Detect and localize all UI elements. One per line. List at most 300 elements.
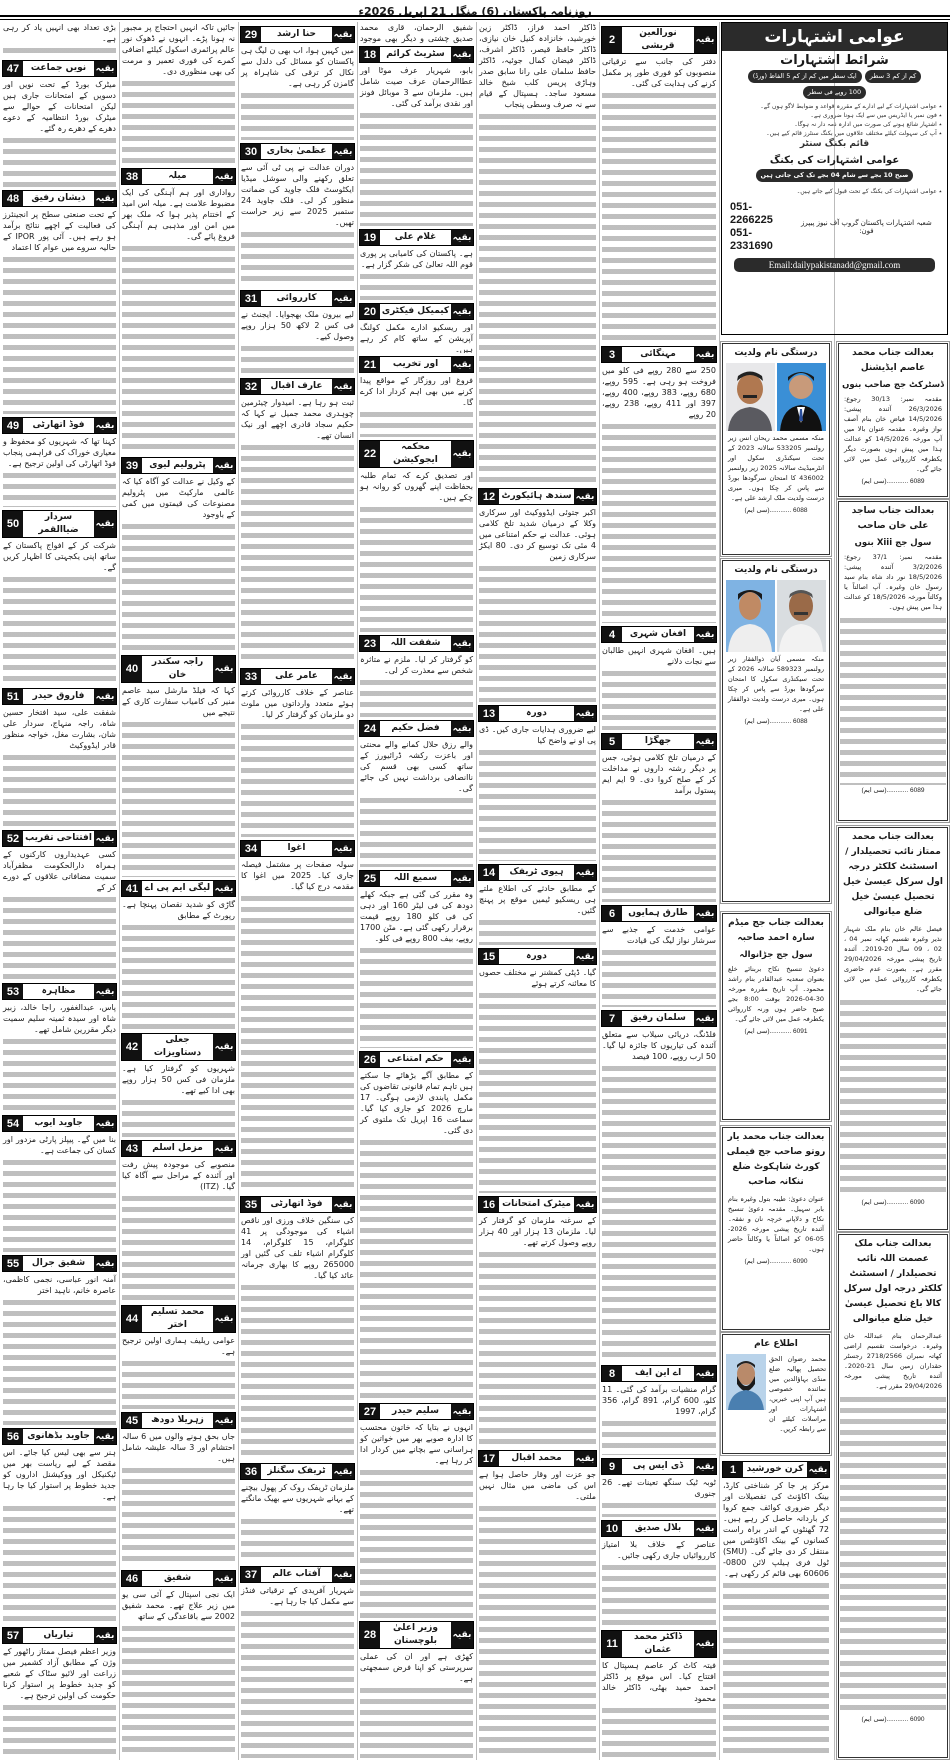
page-ref-number: 25 xyxy=(360,871,380,886)
continued-article xyxy=(240,25,355,140)
article-text-continuation xyxy=(3,752,116,827)
article-text-continuation xyxy=(241,343,354,375)
court-notice xyxy=(838,827,948,1230)
page-ref-number: 42 xyxy=(122,1034,142,1060)
continued-article xyxy=(121,1304,236,1409)
article-name: شفیق جرال xyxy=(23,1256,94,1271)
article-name: لیگی ایم پی اے xyxy=(142,881,213,896)
continued-label: بقیہ xyxy=(213,1413,235,1428)
page-ref-number: 44 xyxy=(122,1306,142,1332)
article-body: عوامی ریلیف ہماری اولین ترجیح ہے۔ xyxy=(122,1336,235,1356)
continued-article xyxy=(601,1629,717,1758)
article-body: دوران عدالت نے پی ٹی آئی سے تعلق رکھنے والی سوشل میڈیا ایکٹوسٹ فلک جاوید کی ضمانت منظور کر لی۔ فلک جاوید 24 ستمبر 2025 سے زیر حراست تھیں۔ xyxy=(241,163,354,227)
article-name: حنا ارشد xyxy=(261,27,332,42)
continued-header xyxy=(121,1412,236,1429)
page-ref-number: 7 xyxy=(602,1011,622,1026)
article-name: فوڈ اتھارٹی xyxy=(261,1197,332,1212)
article-text-continuation xyxy=(602,1418,716,1455)
rule: ٭ عوامی اشتہارات کے لیے ادارے کے مقررہ قواعد و ضوابط لاگو ہوں گے۔ xyxy=(760,103,942,110)
continued-article xyxy=(359,1050,474,1400)
article-body: فروغ اور روزگار کے مواقع پیدا کرنے میں بھی اہم کردار ادا کرے گا۔ xyxy=(360,376,473,407)
article-text-continuation xyxy=(122,521,235,652)
continued-article xyxy=(601,1009,717,1362)
column-rule xyxy=(476,22,477,1760)
article-text-continuation xyxy=(3,470,116,507)
article-name: محکمہ ایجوکیشن xyxy=(380,441,451,467)
continued-header xyxy=(722,1461,830,1478)
continued-article xyxy=(240,1195,355,1460)
page-ref-number: 23 xyxy=(360,636,380,651)
continued-header xyxy=(121,1570,236,1587)
article-text-continuation xyxy=(122,922,235,1030)
column-4 xyxy=(359,22,474,1760)
continued-article xyxy=(121,167,236,454)
page-ref-number: 56 xyxy=(3,1429,23,1444)
article-text-continuation xyxy=(360,1137,473,1400)
page-ref-number: 20 xyxy=(360,304,380,319)
article-text-continuation xyxy=(241,229,354,287)
page-ref-number: 40 xyxy=(122,656,142,682)
continued-label: بقیہ xyxy=(94,831,116,846)
continued-article xyxy=(2,687,117,827)
article-body: کہنا تھا کہ شہریوں کو محفوظ و معیاری خوراک کی فراہمی پنجاب فوڈ اتھارٹی کی اولین ترجیح ہے۔ xyxy=(3,437,116,468)
page-ref-number: 54 xyxy=(3,1116,23,1131)
article-body: کھڑی ہے اور ان کی عملی سرپرستی کو اپنا فرض سمجھتی ہے۔ xyxy=(360,1652,473,1683)
article-text-continuation xyxy=(602,1500,716,1517)
continued-header xyxy=(121,1033,236,1061)
continued-label: بقیہ xyxy=(94,1628,116,1643)
article-body: ہے۔ پاکستان کی کامیابی پر پوری قوم اللہ تعالیٰ کی شکر گزار ہے۔ xyxy=(360,249,473,269)
continued-article xyxy=(2,982,117,1112)
continued-header xyxy=(359,635,474,652)
article-text-continuation xyxy=(479,563,596,702)
continued-label: بقیہ xyxy=(332,1464,354,1479)
continued-article xyxy=(478,947,597,1193)
article-body: فیتہ کاٹ کر عاصم ہسپتال کا افتتاح کیا۔ اس موقع پر ڈاکٹر احمد حمید بھٹی، ڈاکٹر خالد محمود xyxy=(602,1661,716,1703)
article-body: کے وکیل نے عدالت کو آگاہ کیا کہ عالمی مارکیٹ میں پٹرولیم مصنوعات کی قیمتوں میں کمی کے باوجود xyxy=(122,477,235,519)
court-subtitle: سول جج Xiii بنوں xyxy=(854,538,932,548)
article-text-continuation xyxy=(602,668,716,730)
article-text-continuation xyxy=(602,1705,716,1758)
notice-text: فیصل عالم خان بنام ملک شہباز نذیر وغیرہ تقسیم کھاتہ نمبر 04 ، 02 ، 09 سال 20-2019۔ آئندہ تاریخ پیشی مورخہ 29/04/2026 مقرر ہے۔ بصورت عدم حاضری یکطرفہ کارروائی عمل میں لائی جائے گی۔ xyxy=(844,925,942,993)
page-ref-number: 34 xyxy=(241,841,261,856)
article-name: آفتاب عالم xyxy=(261,1567,332,1582)
masthead-title: روزنامہ پاکستان (6) منگل 21 اپریل 2026ء xyxy=(358,5,592,18)
court-subtitle: ڈسٹرکٹ جج صاحب بنوں xyxy=(842,380,944,390)
page-ref-number: 24 xyxy=(360,721,380,736)
article-text-continuation xyxy=(241,1282,354,1460)
page-ref-number: 47 xyxy=(3,61,23,76)
continued-article xyxy=(359,1402,474,1618)
article-body: ٹوبہ ٹیک سنگھ تعینات تھے۔ 26 جنوری xyxy=(602,1478,716,1498)
article-body: عناصر کے خلاف کارروائی کرتے ہوئے متعدد وارداتوں میں ملوث دو ملزمان کو گرفتار کر لیا۔ xyxy=(241,688,354,719)
page-ref-number: 21 xyxy=(360,357,380,372)
article-text-continuation xyxy=(602,797,716,902)
article-body: لیے ضروری ہدایات جاری کیں۔ ڈی پی او نے واضح کیا xyxy=(479,725,596,745)
continued-label: بقیہ xyxy=(451,1052,473,1067)
pill: ایک سطر میں کم از کم 5 الفاظ (ورڈ) xyxy=(748,70,862,83)
article-body: کے مطابق حادثے کی اطلاع ملتے ہی ریسکیو ٹیمیں موقع پر پہنچ گئیں۔ xyxy=(479,884,596,915)
article-text-continuation xyxy=(122,243,235,454)
continued-label: بقیہ xyxy=(332,1567,354,1582)
article-body: فلڈنگ، دریائی سیلاب سے متعلق آئندہ کی تیاریوں کا جائزہ لیا گیا۔ 50 ارب روپے، 100 فیصد xyxy=(602,1030,716,1061)
notice-text: عبدالرحمان بنام عبداللہ خان وغیرہ۔ درخواست تقسیم اراضی کھاتہ نمبران 2718/2566 رجسٹر حقداران زمین سال 21-2020۔ آئندہ تاریخ پیشی مورخہ 29/04/2026 مقرر ہے۔ xyxy=(844,1332,942,1390)
continued-article xyxy=(2,189,117,414)
continued-label: بقیہ xyxy=(213,169,235,184)
continued-header xyxy=(601,905,717,922)
continued-label: بقیہ xyxy=(694,1459,716,1474)
court-title: بعدالت جناب محمد یار روتو صاحب جج فیملی کورٹ شاہکوٹ ضلع ننکانہ صاحب xyxy=(726,1132,826,1187)
article-name: عظمیٰ بخاری xyxy=(261,144,332,159)
continued-label: بقیہ xyxy=(213,1571,235,1586)
classifieds-ad xyxy=(721,22,948,335)
notice-code: 6088 ............(سی ایم) xyxy=(744,507,808,514)
continued-header xyxy=(478,488,597,505)
continued-header xyxy=(359,440,474,468)
page-ref-number: 17 xyxy=(479,1451,499,1466)
page-ref-number: 39 xyxy=(122,458,142,473)
continued-label: بقیہ xyxy=(94,689,116,704)
article-name: غلام علی xyxy=(380,230,451,245)
continued-header xyxy=(121,1140,236,1157)
article-text-continuation xyxy=(241,721,354,837)
continued-article xyxy=(240,667,355,837)
article-body: لیے بیرون ملک بھجوایا۔ ایجنٹ نے فی کس 2 لاکھ 50 ہزار روپے وصول کیے۔ xyxy=(241,310,354,341)
continued-header xyxy=(2,688,117,705)
article-name: محمد اقبال xyxy=(499,1451,574,1466)
article-text-continuation xyxy=(241,442,354,665)
page-ref-number: 48 xyxy=(3,191,23,206)
continued-label: بقیہ xyxy=(694,347,716,362)
article-name: عارف اقبال xyxy=(261,379,332,394)
article-text-continuation xyxy=(360,1685,473,1758)
portrait-photo xyxy=(777,363,826,431)
page-ref-number: 3 xyxy=(602,347,622,362)
continued-label: بقیہ xyxy=(574,1197,596,1212)
notice-text: عنوان دعویٰ: طیبہ بتول وغیرہ بنام بابر سہیل۔ مقدمہ دعویٰ تنسیخ نکاح و دلاپانے خرچہ نان و نفقہ۔ آئندہ تاریخ پیشی مورخہ 2026-05-06 کو اصالتاً یا وکالتاً حاضر ہوں۔ xyxy=(728,1195,824,1253)
continued-article xyxy=(722,1460,830,1758)
portrait-photo xyxy=(726,363,775,431)
continued-label: بقیہ xyxy=(451,721,473,736)
notice-text: دعویٰ تنسیخ نکاح بربنائے خلع بعنوان سعدیہ عبدالقادر بنام راشد محمود۔ آپ تاریخ مقررہ مورخہ 30-04-2026 بوقت 8:00 بجے صبح حاضر ہوں ورنہ کارروائی یکطرفہ عمل میں لائی جائے گی۔ xyxy=(728,965,824,1023)
continued-label: بقیہ xyxy=(332,291,354,306)
continued-label: بقیہ xyxy=(574,1451,596,1466)
continued-article xyxy=(240,839,355,1193)
lead-article xyxy=(478,22,597,486)
article-name: کرن خورشید xyxy=(743,1462,807,1477)
page-ref-number: 1 xyxy=(723,1462,743,1477)
continued-label: بقیہ xyxy=(694,1631,716,1657)
article-name: فوڈ اتھارٹی xyxy=(23,418,94,433)
page-ref-number: 50 xyxy=(3,511,23,537)
article-text-continuation xyxy=(479,1503,596,1758)
continued-header xyxy=(601,26,717,54)
continued-header xyxy=(2,830,117,847)
article-name: سردار ضیاالقمر xyxy=(23,511,94,537)
notice-text: مقدمہ نمبر: 37/1 رجوع: 3/2/2026 آئندہ پیشی: 18/5/2026 نور داد شاہ بنام سید رسول خان وغیرہ۔ آپ اصالتاً یا وکالتاً مورخہ 18/5/2026 کو عدالت ہذا میں پیش ہوں۔ xyxy=(844,553,942,611)
article-body: ڈاکٹر احمد فراز، ڈاکٹر زین خورشید، خانزادہ کنیل خان نیازی، ڈاکٹر حافظ قیصر، ڈاکٹر اشرف، ڈاکٹر فیضان کمال جوئیہ، ڈاکٹر حافظ سلمان علی رانا سابق صدر وہاڑی پریس کلب شیخ خالد مسعود ساجد۔ ہسپتال کے قیام سے نہ صرف وسطی پنجاب xyxy=(479,23,596,109)
article-body: جو عزت اور وقار حاصل ہوا ہے اس کی ماضی میں مثال نہیں ملتی۔ xyxy=(479,1470,596,1501)
continued-header xyxy=(240,1196,355,1213)
page-ref-number: 9 xyxy=(602,1459,622,1474)
continued-header xyxy=(359,356,474,373)
article-name: جھگڑا xyxy=(622,734,694,749)
court-notice xyxy=(722,913,830,1120)
page-ref-number: 29 xyxy=(241,27,261,42)
continued-article xyxy=(478,1195,597,1447)
article-name: شفقت اللہ xyxy=(380,636,451,651)
column-3 xyxy=(240,22,355,1760)
article-body: میں کہیں ہوا، اب بھی ن لیگ ہی پاکستان کو مسائل کی دلدل سے نکال کر ترقی کی شاہراہ پر گامزن کر رہی ہے۔ xyxy=(241,46,354,88)
notice-text-continuation xyxy=(840,997,946,1197)
continued-header xyxy=(240,378,355,395)
continued-header xyxy=(121,457,236,474)
pill: 100 روپے فی سطر xyxy=(803,86,866,99)
continued-article xyxy=(601,904,717,1007)
article-body: بنا میں گے۔ پیپلز پارٹی مزدور اور کسان کی جماعت ہے۔ xyxy=(3,1135,116,1155)
page-ref-number: 43 xyxy=(122,1141,142,1156)
email-address: Email:dailypakistanadd@gmail.com xyxy=(734,258,935,272)
article-text-continuation xyxy=(360,271,473,300)
continued-header xyxy=(601,346,717,363)
continued-label: بقیہ xyxy=(451,871,473,886)
article-text-continuation xyxy=(122,1623,235,1758)
portrait-photo xyxy=(726,580,775,652)
article-body: شفیق الرحمان، قاری محمد صدیق چشتی و دیگر بھی موجود xyxy=(360,23,473,43)
continued-article xyxy=(240,289,355,375)
article-text-continuation xyxy=(241,1516,354,1563)
continued-header xyxy=(2,510,117,538)
continued-header xyxy=(601,1365,717,1382)
page-ref-number: 8 xyxy=(602,1366,622,1381)
page-ref-number: 49 xyxy=(3,418,23,433)
article-body: شرکت کر کے افواج پاکستان کے ساتھ اپنی یکجہتی کا اظہار کریں گے۔ xyxy=(3,541,116,572)
article-name: زہریلا دودھ xyxy=(142,1413,213,1428)
continued-article xyxy=(240,1565,355,1758)
masthead xyxy=(0,0,950,21)
article-name: حکم امتناعی xyxy=(380,1052,451,1067)
article-name: افغان شہری xyxy=(622,627,694,642)
continued-header xyxy=(359,1621,474,1649)
continued-article xyxy=(121,1411,236,1567)
page-ref-number: 6 xyxy=(602,906,622,921)
continued-header xyxy=(478,705,597,722)
booking-title: عوامی اشتہارات کی بکنگ xyxy=(769,155,900,166)
continued-label: بقیہ xyxy=(694,1521,716,1536)
article-body: آمنہ انور عباسی، نجمی کاظمی، عاصرہ خانم، ناہید اختر xyxy=(3,1275,116,1295)
column-rule xyxy=(719,22,720,1760)
article-body: عوامی خدمت کے جذبے سے سرشار نواز لیگ کی قیادت xyxy=(602,925,716,945)
page-ref-number: 19 xyxy=(360,230,380,245)
article-name: سلمان رفیق xyxy=(622,1011,694,1026)
continued-header xyxy=(240,1566,355,1583)
continued-label: بقیہ xyxy=(94,418,116,433)
continued-header xyxy=(2,1627,117,1644)
continued-label: بقیہ xyxy=(332,379,354,394)
court-title: بعدالت جناب ملک عصمت اللہ نائب تحصیلدار / اسسٹنٹ کلکٹر درجہ اول سرکل کالا باغ تحصیل عیسیٰ خیل ضلع میانوالی xyxy=(843,1239,943,1324)
continued-article xyxy=(2,416,117,507)
continued-header xyxy=(478,1196,597,1213)
article-body: کے تحت صنعتی سطح پر انجینئرز کی فعالیت کے اچھے نتائج برآمد ہو رہے ہیں۔ آئی پور IPOR کے حالیہ سروے میں عوام کا اعتماد xyxy=(3,210,116,252)
article-name: مزمل اسلم xyxy=(142,1141,213,1156)
article-text-continuation xyxy=(241,90,354,140)
continued-article xyxy=(601,732,717,902)
continued-label: بقیہ xyxy=(213,656,235,682)
continued-article xyxy=(2,1626,117,1758)
article-name: مظاہرہ xyxy=(23,984,94,999)
article-body: ملزمان ٹریفک روک کر پھول بیچنے کے بہانے شہریوں سے بھیک مانگتے تھے۔ xyxy=(241,1483,354,1514)
article-text-continuation xyxy=(3,894,116,980)
article-text-continuation xyxy=(479,917,596,945)
article-body: کو گرفتار کر لیا۔ ملزم نے متاثرہ شخص سے معذرت کر لی۔ xyxy=(360,655,473,675)
continued-article xyxy=(478,1449,597,1758)
continued-article xyxy=(478,863,597,945)
continued-article xyxy=(359,302,474,353)
public-notice xyxy=(722,1334,830,1454)
article-body: شفقت علی، سید افتخار حسین شاہ، راجہ منہاج، سردار علی شان، بشارت مغل، خواجہ منظور قادر ایڈووکیٹ xyxy=(3,708,116,750)
continued-header xyxy=(478,948,597,965)
continued-article xyxy=(2,59,117,187)
article-body: ہنر سے بھی لیس کیا جائے۔ اس مقصد کے لیے ریاست بھر میں ٹیکنیکل اور ووکیشنل اداروں کو جدید خطوط پر استوار کیا جا رہا ہے۔ xyxy=(3,1448,116,1501)
article-name: شفیق xyxy=(142,1571,213,1586)
continued-label: بقیہ xyxy=(213,1306,235,1332)
page-ref-number: 57 xyxy=(3,1628,23,1643)
court-notice xyxy=(838,501,948,821)
page-ref-number: 30 xyxy=(241,144,261,159)
continued-label: بقیہ xyxy=(213,881,235,896)
continued-article xyxy=(2,1427,117,1624)
continued-header xyxy=(121,655,236,683)
page-ref-number: 2 xyxy=(602,27,622,53)
notice-code: 6089 ............(سی ایم) xyxy=(861,787,925,794)
continued-label: بقیہ xyxy=(694,734,716,749)
portrait-photo xyxy=(777,580,826,652)
court-notice xyxy=(838,1234,948,1758)
continued-header xyxy=(478,864,597,881)
continued-header xyxy=(2,1255,117,1272)
column-rule xyxy=(119,22,120,1760)
article-body: ثبت ہو رہا ہے۔ امیدوار چیئرمین چوہدری محمد جمیل نے کہا کہ حکیم سجاد قادری اچھے اور نیک انسان تھے۔ xyxy=(241,398,354,440)
continued-header xyxy=(478,1450,597,1467)
article-text-continuation xyxy=(602,90,716,343)
article-body: اور ریسکیو ادارے مکمل کولنگ آپریشن کے ساتھ کام کر رہے ہیں۔ xyxy=(360,323,473,353)
continued-header xyxy=(2,60,117,77)
continued-article xyxy=(601,1364,717,1455)
article-body: 250 سے 280 روپے فی کلو میں فروخت ہو رہی ہے۔ 595 روپے، 680 روپے، 383 روپے، 400 روپے، 397 اور 411 روپے، 238 روپے، 20 روپے xyxy=(602,366,717,419)
page-ref-number: 13 xyxy=(479,706,499,721)
continued-label: بقیہ xyxy=(694,906,716,921)
continued-article xyxy=(359,439,474,632)
continued-label: بقیہ xyxy=(332,27,354,42)
article-body: میٹرک بورڈ کے تحت نویں اور دسویں کے امتحانات جاری ہیں لیکن امتحانات کے حوالے سے میٹرک بورڈ انتظامیہ کے دعوے دھرے کے دھرے رہ گئے۔ xyxy=(3,80,116,133)
page-ref-number: 52 xyxy=(3,831,23,846)
article-body: جائیں تاکہ انہیں احتجاج پر مجبور نہ ہونا پڑے۔ انہوں نے ڈھوک نور عالم پرائمری اسکول کیلئے اضافی کمرے کی فوری تعمیر و مرمت کی بھی منظوری دی۔ xyxy=(122,23,235,76)
article-name: محمد تسلیم اختر xyxy=(142,1306,213,1332)
page-ref-number: 26 xyxy=(360,1052,380,1067)
classifieds-title: عوامی اشتہارات xyxy=(722,23,947,51)
article-text-continuation xyxy=(360,110,473,226)
continued-header xyxy=(121,168,236,185)
lead-article xyxy=(2,22,117,58)
page-ref-number: 35 xyxy=(241,1197,261,1212)
article-name: ٹریفک سگنلز xyxy=(261,1464,332,1479)
continued-header xyxy=(601,1458,717,1475)
article-text-continuation xyxy=(241,893,354,1193)
page-ref-number: 55 xyxy=(3,1256,23,1271)
article-name: ڈی ایس پی xyxy=(622,1459,694,1474)
article-text-continuation xyxy=(360,677,473,717)
continued-article xyxy=(2,1114,117,1252)
continued-article xyxy=(601,25,717,343)
continued-article xyxy=(359,228,474,300)
page-ref-number: 51 xyxy=(3,689,23,704)
continued-header xyxy=(240,26,355,43)
page-ref-number: 41 xyxy=(122,881,142,896)
phone-number: 051-2331690 xyxy=(730,227,773,252)
column-2 xyxy=(121,22,236,1760)
article-body: وہ مقرر کی گئی ہے جبکہ کھلے دودھ کی فی لیٹر 160 اور دہی کی فی کلو 180 روپے قیمت برقرار رکھی گئی ہے۔ مٹن 1700 روپے، بیف 800 روپے فی کلو۔ xyxy=(360,890,473,943)
court-subtitle: سول جج جڑانوالہ xyxy=(739,950,813,960)
continued-label: بقیہ xyxy=(94,1429,116,1444)
page-ref-number: 4 xyxy=(602,627,622,642)
continued-label: بقیہ xyxy=(332,144,354,159)
continued-label: بقیہ xyxy=(213,1034,235,1060)
article-text-continuation xyxy=(3,135,116,187)
page-ref-number: 36 xyxy=(241,1464,261,1479)
continued-header xyxy=(601,733,717,750)
continued-label: بقیہ xyxy=(451,636,473,651)
continued-article xyxy=(359,869,474,1048)
continued-header xyxy=(121,880,236,897)
continued-header xyxy=(601,1520,717,1537)
continued-header xyxy=(359,1403,474,1420)
article-text-continuation xyxy=(602,947,716,1007)
article-name: کارروائی xyxy=(261,291,332,306)
page-ref-number: 12 xyxy=(479,489,499,504)
continued-article xyxy=(359,634,474,717)
article-body: گرام منشیات برآمد کی گئی۔ 11 کلو، 600 گرام، 891 گرام، 356 گرام، 1997 xyxy=(602,1385,717,1416)
booking-center: قائم بکنگ سنٹر xyxy=(799,139,870,149)
continued-header xyxy=(359,720,474,737)
terms-title: شرائط اشتہارات xyxy=(780,53,889,68)
continued-label: بقیہ xyxy=(332,841,354,856)
article-name: سندھ ہائیکورٹ xyxy=(499,489,574,504)
page-ref-number: 15 xyxy=(479,949,499,964)
notice-text-continuation xyxy=(840,615,946,785)
article-body: شہریوں کو گرفتار کیا ہے۔ ملزمان فی کس 50 ہزار روپے بھی ادا کیے تھے۔ xyxy=(122,1064,235,1095)
article-name: نورالعین قریشی xyxy=(622,27,694,53)
continued-label: بقیہ xyxy=(451,1404,473,1419)
page-ref-number: 38 xyxy=(122,169,142,184)
article-body: کے درمیان تلخ کلامی ہوئی، جس پر دیگر رشتہ داروں نے مداخلت کر کے صلح کروا دی۔ 9 ایم ایم پستول برآمد xyxy=(602,753,717,795)
continued-article xyxy=(359,45,474,226)
continued-label: بقیہ xyxy=(94,1256,116,1271)
page-ref-number: 16 xyxy=(479,1197,499,1212)
continued-article xyxy=(478,487,597,702)
article-name: ڈاکٹر محمد عثمان xyxy=(622,1631,694,1657)
lead-article xyxy=(121,22,236,166)
page-ref-number: 22 xyxy=(360,441,380,467)
page-ref-number: 31 xyxy=(241,291,261,306)
notice-text: منکہ مسمی محمد ریحان انس زیر رولنمبر 533205 سالانہ 2023 کے تحت سیکنڈری سکول اور انٹرمیڈیٹ سالانہ 2025 زیر رولنمبر 436002 کا امتحان سرگودھا بورڈ سے پاس کر چکا ہوں۔ میری درست ولدیت ملک ارشد علی ہے۔ xyxy=(728,434,824,502)
article-text-continuation xyxy=(3,1503,116,1624)
article-body: اکبر جتوئی ایڈووکیٹ اور سرکاری وکلا کے درمیان شدید تلخ کلامی ہوئی۔ عدالت نے حکم امتناعی میں 4 مئی تک توسیع کر دی۔ 80 ایکڑ سرکاری زمین xyxy=(479,508,597,561)
article-text-continuation xyxy=(602,421,716,623)
article-body: عناصر کے خلاف بلا امتیاز کارروائیاں جاری رکھی جائیں۔ xyxy=(602,1540,716,1560)
page-ref-number: 18 xyxy=(360,47,380,62)
article-text-continuation xyxy=(3,254,116,414)
notice-title: اطلاع عام xyxy=(754,1339,798,1349)
